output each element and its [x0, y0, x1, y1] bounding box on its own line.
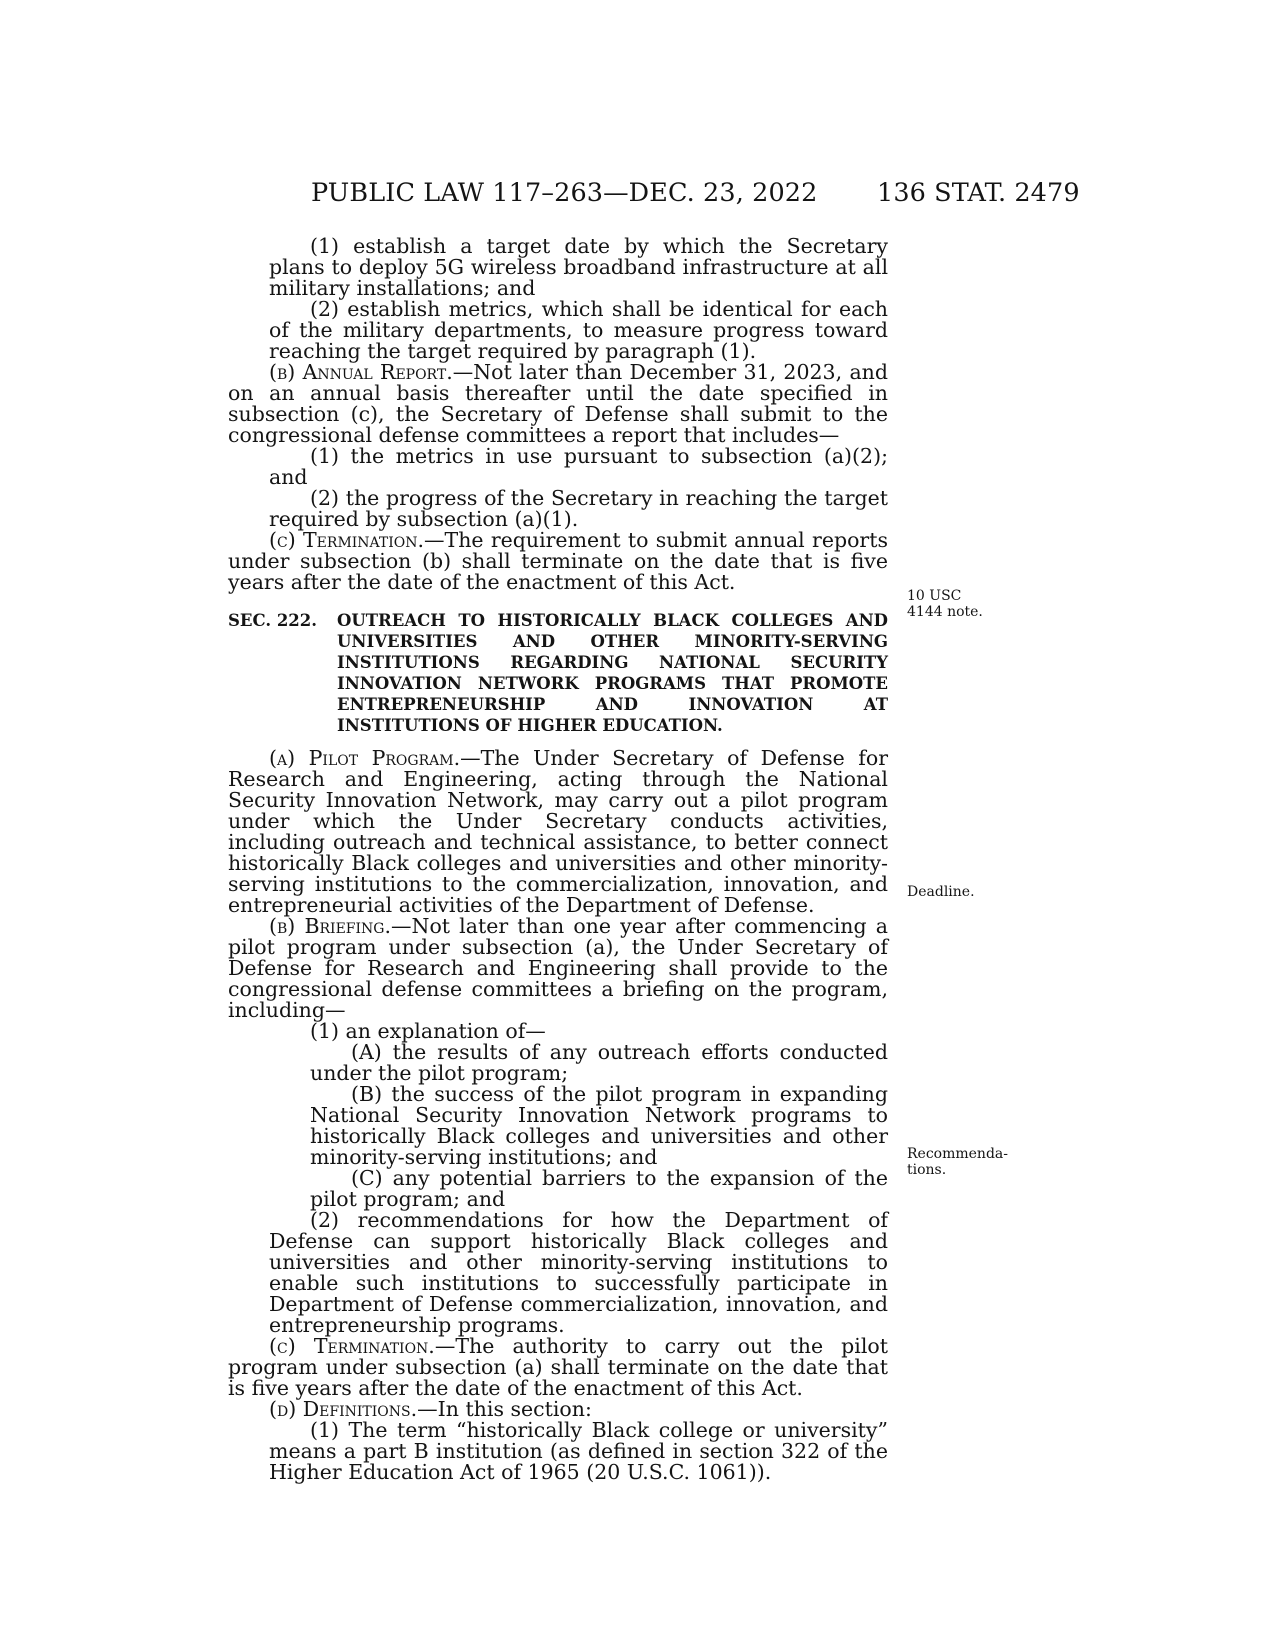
paragraph-b2: (2) the progress of the Secretary in reaching the target required by subsection (a)(1).	[269, 486, 888, 531]
section-222-b-text: —Not later than one year after commencing a pilot program under subsection (a), the Under Secretary of Defense for Research and Engineering shall provide to the congressional defense committees a briefing on the program, including—	[228, 914, 888, 1022]
section-222-d-heading: (d) Definitions.	[269, 1397, 418, 1421]
section-222-d-text: —In this section:	[417, 1397, 592, 1421]
section-222-bA: (A) the results of any outreach efforts conducted under the pilot program;	[310, 1040, 888, 1085]
subsection-c-text: —The requirement to submit annual reports under subsection (b) shall terminate on the date that is five years after the date of the enactment of this Act.	[228, 528, 888, 594]
section-222-b-heading: (b) Briefing.	[269, 914, 391, 938]
paragraph-a2: (2) establish metrics, which shall be identical for each of the military departments, to measure progress toward reaching the target required by paragraph (1).	[269, 297, 888, 363]
section-222-a-text: —The Under Secretary of Defense for Research and Engineering, acting through the National Security Innovation Network, may carry out a pilot program under which the Under Secretary conducts activities, including outreach and technical assistance, to better connect historically Black colleges and universities and other minority-serving institutions to the commercialization, innovation, and entrepreneurial activities of the Department of Defense.	[228, 746, 888, 917]
section-title: OUTREACH TO HISTORICALLY BLACK COLLEGES AND UNIVERSITIES AND OTHER MINORITY-SERVING INSTITUTIONS REGARDING NATIONAL SECURITY INNOVATION NETWORK PROGRAMS THAT PROMOTE ENTREPRENEURSHIP AND INNOVATION AT INSTITUTIONS OF HIGHER EDUCATION.	[337, 611, 888, 735]
paragraph-b1: (1) the metrics in use pursuant to subsection (a)(2); and	[269, 444, 888, 489]
section-222-heading	[228, 610, 888, 736]
page-header-title: PUBLIC LAW 117–263—DEC. 23, 2022	[311, 178, 818, 208]
section-222-bC: (C) any potential barriers to the expansion of the pilot program; and	[310, 1166, 888, 1211]
subsection-c-heading: (c) Termination.	[269, 528, 425, 552]
section-222-b	[228, 916, 888, 1021]
margin-note-recommendations: Recommenda- tions.	[907, 1146, 1008, 1178]
subsection-b-heading: (b) Annual Report.	[269, 360, 453, 384]
page-number: 136 STAT. 2479	[877, 178, 1080, 208]
document-body	[228, 236, 888, 1483]
paragraph-a1: (1) establish a target date by which the Secretary plans to deploy 5G wireless broadband infrastructure at all military installations; and	[269, 234, 888, 300]
section-222-a	[228, 748, 888, 916]
section-number: SEC. 222.	[228, 611, 318, 630]
section-222-d1: (1) The term “historically Black college or university” means a part B institution (as defined in section 322 of the Higher Education Act of 1965 (20 U.S.C. 1061)).	[269, 1418, 888, 1484]
subsection-b-text: —Not later than December 31, 2023, and on an annual basis thereafter until the date specified in subsection (c), the Secretary of Defense shall submit to the congressional defense committees a report that includes—	[228, 360, 888, 447]
subsection-b	[228, 362, 888, 446]
section-222-c-heading: (c) Termination.	[269, 1334, 435, 1358]
section-222-b2: (2) recommendations for how the Department of Defense can support historically Black colleges and universities and other minority-serving institutions to enable such institutions to successfully participate in Department of Defense commercialization, innovation, and entrepreneurship programs.	[269, 1208, 888, 1337]
section-222-c-text: —The authority to carry out the pilot program under subsection (a) shall terminate on the date that is five years after the date of the enactment of this Act.	[228, 1334, 889, 1400]
section-222-c	[228, 1336, 888, 1399]
section-222-d	[228, 1399, 888, 1420]
section-222-bB: (B) the success of the pilot program in expanding National Security Innovation Network programs to historically Black colleges and universities and other minority-serving institutions; and	[310, 1082, 888, 1169]
subsection-c	[228, 530, 888, 593]
section-222-a-heading: (a) Pilot Program.	[269, 746, 461, 770]
section-222-b1: (1) an explanation of—	[310, 1019, 546, 1043]
margin-note-usc: 10 USC 4144 note.	[907, 588, 983, 620]
margin-note-deadline: Deadline.	[907, 884, 975, 900]
